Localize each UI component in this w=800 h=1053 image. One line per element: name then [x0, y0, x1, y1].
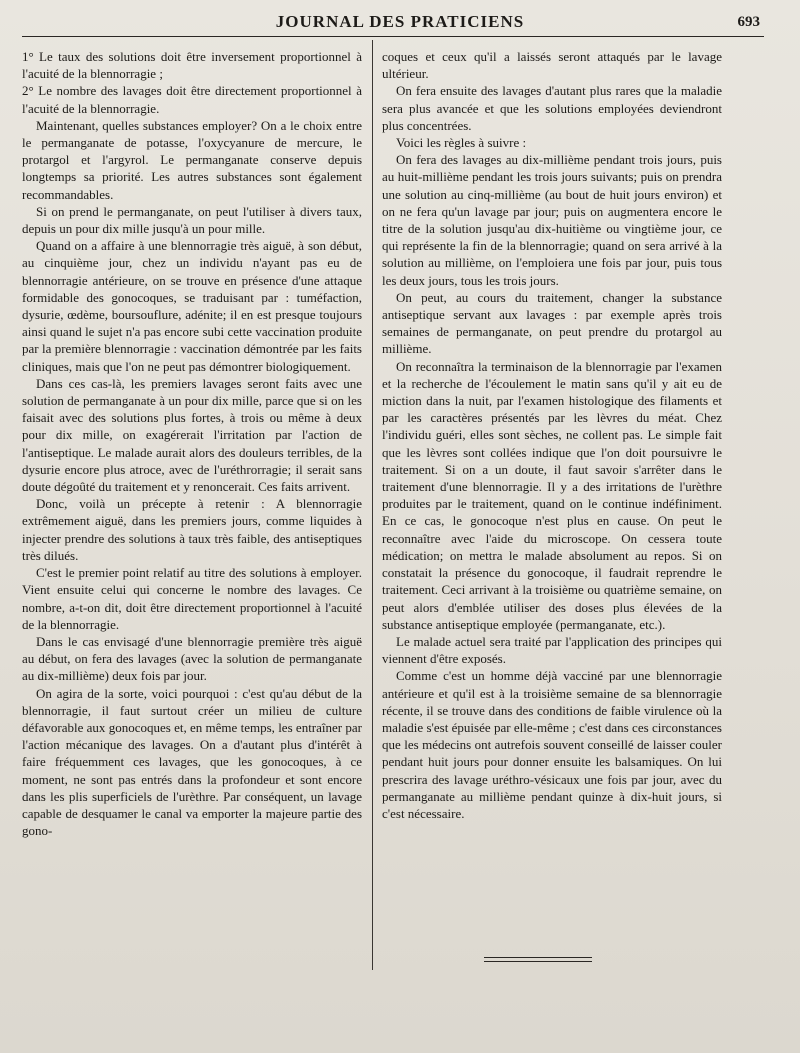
paragraph: Dans le cas envisagé d'une blennorragie première très aiguë au début, on fera des lavages (avec la solution de permanganate au dix-millième) deux fois par jour. — [22, 633, 362, 684]
paragraph: On peut, au cours du traitement, changer la substance antiseptique servant aux lavages : par exemple après trois semaines de permanganate, on peut prendre du protargol au millième. — [382, 289, 722, 357]
paragraph: On fera des lavages au dix-millième pendant trois jours, puis au huit-millième pendant les trois jours suivants; puis on prendra une solution au cinq-millième (au bout de huit jours environ) et on ne fera qu'un lavage par jour; puis on augmentera encore le titre de la solution jusqu'au dix-huitième ou vingtième jour, ce qui représente la fin de la blennorragie; quand on sera arrivé à la solution au millième, on l'emploiera une fois par jour, puis tous les deux jours, tous les trois jours. — [382, 152, 722, 288]
paragraph: Donc, voilà un précepte à retenir : A blennorragie extrêmement aiguë, dans les premiers jours, comme liquides à injecter prendre des solutions à taux très faible, des antiseptiques très dilués. — [22, 496, 362, 563]
left-column — [22, 48, 362, 839]
paragraph: Maintenant, quelles substances employer? On a le choix entre le permanganate de potasse, l'oxycyanure de mercure, le protargol et l'argyrol. Le permanganate conserve depuis longtemps sa priorité. Les autres substances sont également recommandables. — [22, 117, 362, 202]
paragraph: 2° Le nombre des lavages doit être directement proportionnel à l'acuité de la blennorragie. — [22, 83, 362, 116]
paragraph: Dans ces cas-là, les premiers lavages seront faits avec une solution de permanganate à un pour dix mille, parce que si on les faisait avec des solutions plus fortes, à trois ou même à deux pour dix mille, on exagérerait l'irritation par l'action de l'antiseptique. Le malade aurait alors des douleurs terribles, de la dysurie encore plus atroce, avec de l'uréthrorragie; il serait sans doute dégoûté du traitement et y renoncerait. Ces faits arrivent. — [22, 375, 362, 495]
paragraph: C'est le premier point relatif au titre des solutions à employer. Vient ensuite celui qui concerne le nombre des lavages. Ce nombre, a-t-on dit, doit être directement proportionnel à l'acuité de la blennorragie. — [22, 565, 362, 632]
page-header — [0, 10, 800, 36]
journal-title: JOURNAL DES PRATICIENS — [275, 12, 525, 31]
end-rule — [484, 961, 592, 962]
right-column — [382, 48, 722, 822]
column-divider — [372, 40, 373, 970]
paragraph: Voici les règles à suivre : — [396, 135, 527, 151]
end-rule — [484, 957, 592, 958]
page-number: 693 — [737, 14, 760, 30]
paragraph: On agira de la sorte, voici pourquoi : c'est qu'au début de la blennorragie, il faut surtout créer un milieu de culture défavorable aux gonocoques et, en même temps, les entraîner par l'action mécanique des lavages. On a d'autant plus d'intérêt à faire fréquemment ces lavages, que les gonocoques, à ce moment, ne sont pas entrés dans la profondeur et sont encore dans les plis superficiels de l'urèthre. Par conséquent, un lavage capable de desquamer le canal va emporter la majeure partie des gono- — [22, 685, 362, 839]
paragraph: coques et ceux qu'il a laissés seront attaqués par le lavage ultérieur. — [382, 49, 722, 82]
paragraph: Si on prend le permanganate, on peut l'utiliser à divers taux, depuis un pour dix mille jusqu'à un pour mille. — [22, 203, 362, 237]
paragraph: Le malade actuel sera traité par l'application des principes qui viennent d'être exposés. — [382, 633, 722, 667]
paragraph: On reconnaîtra la terminaison de la blennorragie par l'examen et la recherche de l'écoulement le matin sans qu'il y ait eu de miction dans la nuit, par l'examen histologique des filaments et par les caractères présentés par les lèvres du méat. Chez l'individu guéri, elles sont sèches, ne collent pas. Le simple fait que les lèvres sont collées indique que l'on doit poursuivre le traitement. Si on a un doute, il faut savoir s'arrêter dans le traitement d'une blennorragie. Il y a des irritations de l'urèthre produites par le traitement, quand on le continue indéfiniment. En ce cas, le gonocoque n'est plus en cause. On peut le reconnaître avec l'aide du microscope. On cessera toute médication; on mettra le malade absolument au repos. Si on constatait la présence du gonocoque, il faudrait reprendre le traitement. Ceci arrivant à la troisième ou quatrième semaine, on peut alors d'emblée utiliser des doses plus élevées de la substance antiseptique employée (permanganate, etc.). — [382, 358, 722, 632]
paragraph: Quand on a affaire à une blennorragie très aiguë, à son début, au cinquième jour, chez un individu n'ayant pas eu de blennorragie antérieure, on se trouve en présence d'une attaque formidable des gonocoques, se traduisant par : tuméfaction, dysurie, œdème, boursouflure, adénite; il en est presque toujours ainsi quand le sujet n'a pas encore subi cette vaccination produite par la première blennorragie : vaccination démontrée par les faits cliniques, mais que l'on ne peut pas démontrer biologiquement. — [22, 238, 362, 374]
header-rule — [22, 36, 764, 37]
paragraph: 1° Le taux des solutions doit être inversement proportionnel à l'acuité de la blennorragie ; — [22, 49, 362, 82]
paragraph: Comme c'est un homme déjà vacciné par une blennorragie antérieure et qu'il est à la troisième semaine de sa blennorragie récente, il se trouve dans des conditions de faible virulence où la maladie s'est épuisée par elle-même ; c'est dans ces circonstances que les médecins ont autrefois souvent conseillé de laisser couler pendant huit jours pour donner ensuite les balsamiques. On lui prescrira des lavage uréthro-vésicaux une fois par jour, avec du permanganate au millième pendant quinze à dix-huit jours, si c'est nécessaire. — [382, 668, 722, 821]
paragraph: On fera ensuite des lavages d'autant plus rares que la maladie sera plus avancée et que les solutions employées deviendront plus concentrées. — [382, 83, 722, 133]
